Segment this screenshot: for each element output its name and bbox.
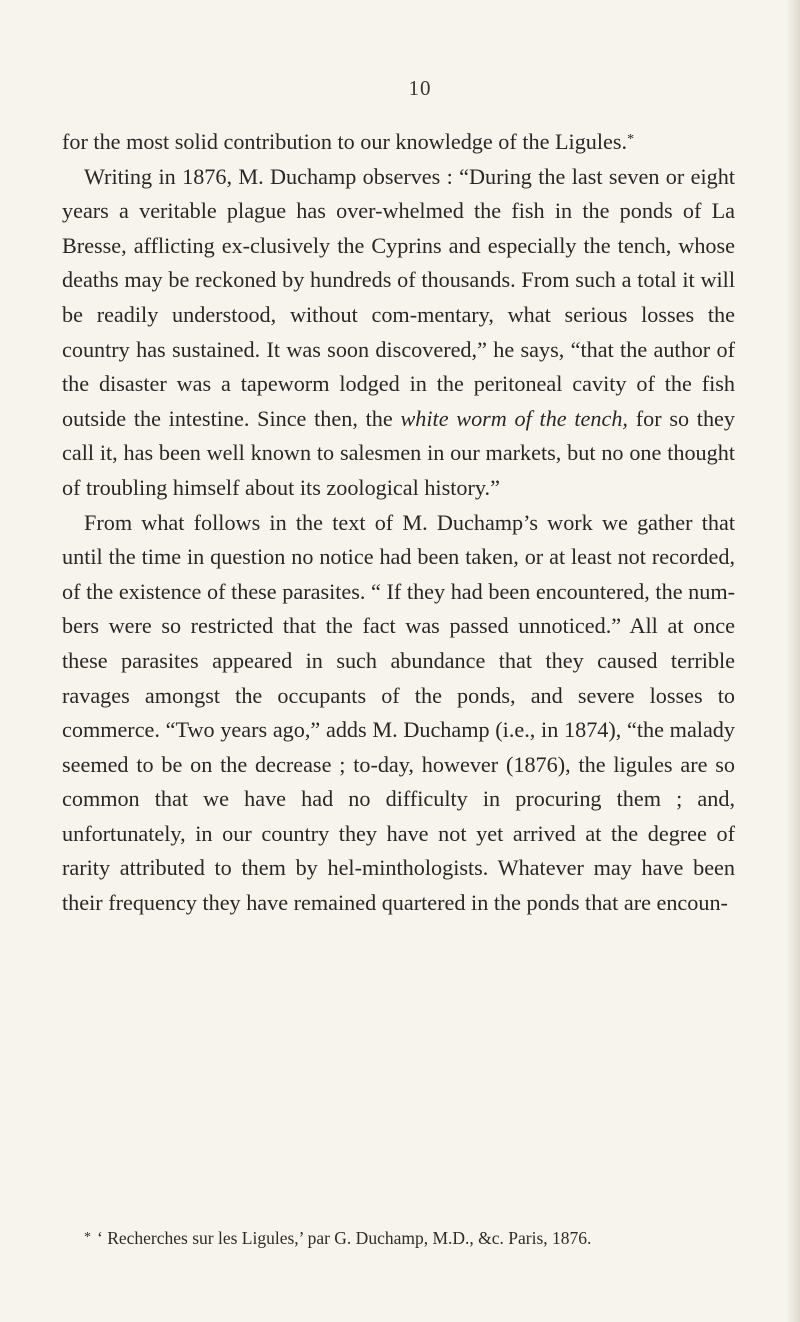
page-number: 10: [408, 76, 432, 100]
paragraph-following-text: [62, 506, 735, 921]
footnote-text: ‘ Recherches sur les Ligules,’ par G. Duchamp, M.D., &c. Paris, 1876.: [97, 1228, 592, 1248]
footnote-reference: *: [627, 132, 635, 147]
paragraph-text-part-b: for so they call it, has been well known to salesmen in our markets, but no one thought of troubling himself about its zoological history.”: [62, 405, 735, 500]
paragraph-text: for the most solid contribution to our knowledge of the Ligules.: [62, 129, 628, 154]
paragraph-duchamp-quote: [62, 160, 735, 506]
page-edge-shadow: [786, 0, 800, 1322]
paragraph-text: From what follows in the text of M. Duchamp’s work we gather that until the time in question no notice had been taken, or at least not recorded, of the existence of these parasites. “ If they had been encountered, the num-bers were so restricted that the fact was passed unnoticed.” All at once these parasites appeared in such abundance that they caused terrible ravages amongst the occupants of the ponds, and severe losses to commerce. “Two years ago,” adds M. Duchamp (i.e., in 1874), “the malady seemed to be on the decrease ; to-day, however (1876), the ligules are so common that we have had no difficulty in procuring them ; and, unfortunately, in our country they have not yet arrived at the degree of rarity attributed to them by hel-minthologists. Whatever may have been their frequency they have remained quartered in the ponds that are encoun-: [62, 509, 735, 916]
italic-phrase: white worm of the tench,: [400, 405, 628, 431]
paragraph-continued: [62, 125, 735, 160]
footnote-marker: *: [84, 1230, 91, 1245]
footnote: [62, 1224, 735, 1252]
body-text: [62, 125, 735, 921]
paragraph-text-part-a: Writing in 1876, M. Duchamp observes : “During the last seven or eight years a veritable plague has over-whelmed the fish in the ponds of La Bresse, afflicting ex-clusively the Cyprins and especially the tench, whose deaths may be reckoned by hundreds of thousands. From such a total it will be readily understood, without com-mentary, what serious losses the country has sustained. It was soon discovered,” he says, “that the author of the disaster was a tapeworm lodged in the peritoneal cavity of the fish outside the intestine. Since then, the: [62, 163, 735, 431]
